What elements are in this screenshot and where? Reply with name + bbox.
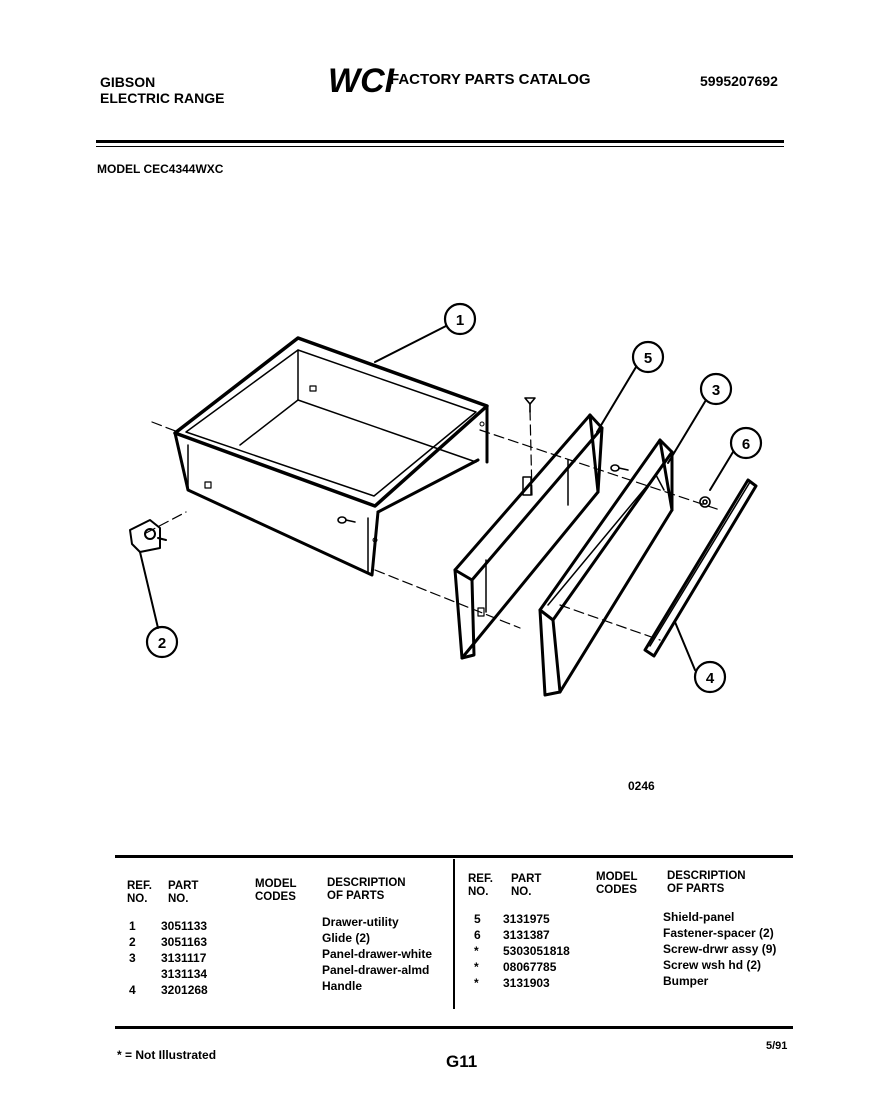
revision-date: 5/91 [766, 1040, 788, 1052]
right-part-column [503, 911, 570, 991]
left-ref-column [129, 918, 136, 998]
table-top-rule [115, 855, 793, 858]
right-desc-column [663, 909, 776, 989]
logo-text: WCI [328, 62, 395, 100]
model-line: MODEL CEC4344WXC [97, 162, 224, 176]
header-part-no-left: PART NO. [168, 880, 199, 905]
header-ref-no-right: REF. NO. [468, 873, 493, 898]
callout-5: 5 [643, 350, 653, 367]
header-description-left: DESCRIPTION OF PARTS [327, 877, 406, 902]
table-row-desc: Glide (2) [322, 931, 371, 945]
header-part-no-right: PART NO. [511, 873, 542, 898]
table-row-part: 3131975 [503, 912, 550, 926]
table-row-desc: Panel-drawer-almd [322, 963, 430, 977]
table-row-ref: 1 [129, 919, 136, 933]
table-center-divider [453, 859, 455, 1009]
table-row-part: 5303051818 [503, 944, 570, 958]
table-row-ref: 5 [474, 912, 481, 926]
right-ref-column [474, 911, 481, 991]
table-row-part: 3131117 [161, 951, 207, 965]
product-type: ELECTRIC RANGE [100, 90, 225, 106]
table-row-ref: 6 [474, 928, 481, 942]
callout-2: 2 [157, 635, 167, 652]
table-row-desc: Panel-drawer-white [322, 947, 433, 961]
shield-panel-part [455, 415, 602, 658]
table-row-ref: 3 [129, 951, 136, 965]
assembly-guide-lines [146, 410, 720, 640]
callout-6: 6 [741, 436, 751, 453]
table-row-part: 3051133 [161, 919, 208, 933]
table-row-desc: Screw-drwr assy (9) [663, 942, 777, 956]
drawer-utility-part [175, 338, 487, 575]
callout-4: 4 [705, 670, 715, 687]
brand-name: GIBSON [100, 74, 156, 90]
table-row-desc: Drawer-utility [322, 915, 399, 929]
callout-leaders [140, 326, 733, 670]
table-row-part: 3131903 [503, 976, 550, 990]
callout-1: 1 [455, 312, 465, 329]
table-row-ref [129, 966, 136, 982]
table-row-ref: * [474, 960, 479, 974]
catalog-title: FACTORY PARTS CATALOG [390, 71, 591, 88]
header-model-codes-right: MODEL CODES [596, 871, 638, 896]
header-model-codes-left: MODEL CODES [255, 878, 297, 903]
header-description-right: DESCRIPTION OF PARTS [667, 870, 746, 895]
table-row-ref: 2 [129, 935, 136, 949]
table-row-part: 08067785 [503, 960, 557, 974]
table-row-desc: Screw wsh hd (2) [663, 958, 762, 972]
header-ref-no-left: REF. NO. [127, 880, 152, 905]
table-row-part: 3051163 [161, 935, 208, 949]
page-number: G11 [446, 1052, 478, 1071]
table-bottom-rule [115, 1026, 793, 1029]
table-row-desc: Shield-panel [663, 910, 735, 924]
table-row-ref: * [474, 944, 479, 958]
table-row-part: 3131387 [503, 928, 550, 942]
table-row-ref: 4 [129, 983, 136, 997]
table-row-part: 3131134 [161, 967, 208, 981]
table-row-desc: Fastener-spacer (2) [663, 926, 774, 940]
table-row-ref: * [474, 976, 479, 990]
not-illustrated-note: * = Not Illustrated [117, 1048, 217, 1062]
table-row-part: 3201268 [161, 983, 208, 997]
table-row-desc: Bumper [663, 974, 709, 988]
left-desc-column [322, 914, 432, 994]
catalog-number: 5995207692 [700, 73, 778, 89]
callout-3: 3 [711, 382, 721, 399]
table-row-desc: Handle [322, 979, 363, 993]
figure-number: 0246 [628, 779, 655, 793]
handle-part [645, 480, 756, 656]
left-part-column [161, 918, 208, 998]
